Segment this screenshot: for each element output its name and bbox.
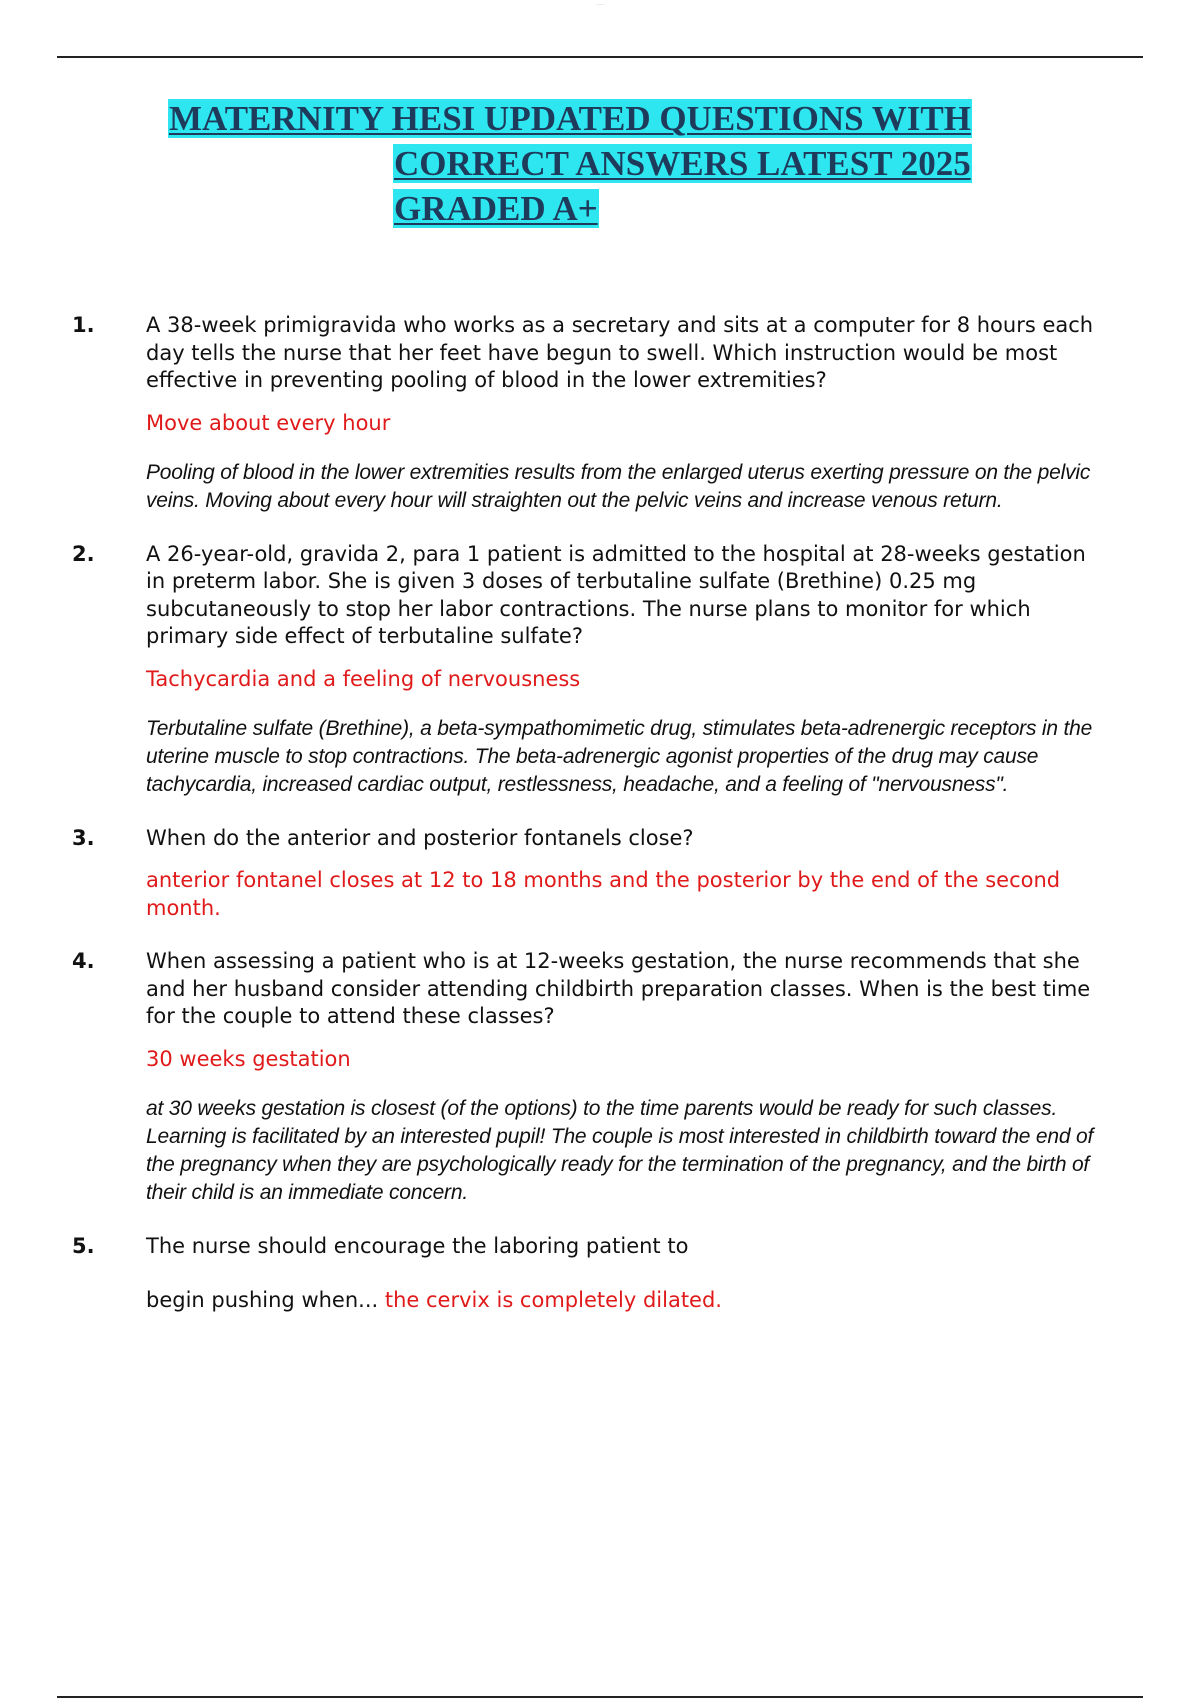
question-number: 4. <box>72 949 95 973</box>
title-line-1: MATERNITY HESI UPDATED QUESTIONS WITH <box>169 99 971 138</box>
question-item <box>72 948 1102 1207</box>
question-text: The nurse should encourage the laboring patient to <box>146 1233 689 1258</box>
question-item <box>72 825 1102 923</box>
rationale-text: at 30 weeks gestation is closest (of the options) to the time parents would be ready for such classes. Learning is facilitated by an interested pupil! The couple is most interested in childbirth toward the end of the pregnancy when they are psychologically ready for the termination of the pregnancy, and the birth of their child is an immediate concern. <box>146 1096 1094 1204</box>
answer-text: the cervix is completely dilated. <box>384 1288 722 1312</box>
question-text: When do the anterior and posterior fontanels close? <box>146 825 694 850</box>
answer-text: Move about every hour <box>146 410 391 435</box>
question-number: 3. <box>72 825 95 850</box>
question-item <box>72 1233 1102 1315</box>
question-continuation <box>146 1287 1102 1315</box>
question-text: A 38-week primigravida who works as a secretary and sits at a computer for 8 hours each day tells the nurse that her feet have begun to swell. Which instruction would be most effective in preventing pooling of blood in the lower extremities? <box>146 313 1094 392</box>
question-item <box>72 541 1102 799</box>
header-mark: ····· <box>596 2 604 8</box>
answer-text: Tachycardia and a feeling of nervousness <box>146 666 581 691</box>
document-title <box>168 96 1048 231</box>
answer-text: anterior fontanel closes at 12 to 18 months and the posterior by the end of the second month. <box>146 868 1061 920</box>
continuation-text: begin pushing when... <box>146 1288 379 1312</box>
question-number: 5. <box>72 1233 95 1258</box>
answer-text: 30 weeks gestation <box>146 1046 351 1071</box>
question-list <box>72 312 1102 1341</box>
title-line-2: CORRECT ANSWERS LATEST 2025 <box>394 144 971 183</box>
question-number: 2. <box>72 541 95 566</box>
rationale-text: Terbutaline sulfate (Brethine), a beta-sympathomimetic drug, stimulates beta-adrenergic receptors in the uterine muscle to stop contractions. The beta-adrenergic agonist properties of the drug may cause tachycardia, increased cardiac output, restlessness, headache, and a feeling of "nervousness". <box>146 716 1093 796</box>
question-text: A 26-year-old, gravida 2, para 1 patient is admitted to the hospital at 28-weeks gestation in preterm labor. She is given 3 doses of terbutaline sulfate (Brethine) 0.25 mg subcutaneously to stop her labor contractions. The nurse plans to monitor for which primary side effect of terbutaline sulfate? <box>146 541 1086 648</box>
question-item <box>72 312 1102 515</box>
title-line-3: GRADED A+ <box>394 189 598 228</box>
top-divider <box>57 56 1143 58</box>
question-text: When assessing a patient who is at 12-weeks gestation, the nurse recommends that she and her husband consider attending childbirth preparation classes. When is the best time for the couple to attend these classes? <box>146 949 1091 1028</box>
question-number: 1. <box>72 313 95 337</box>
bottom-divider <box>57 1696 1143 1698</box>
rationale-text: Pooling of blood in the lower extremities results from the enlarged uterus exerting pressure on the pelvic veins. Moving about every hour will straighten out the pelvic veins and increase venous return. <box>146 460 1091 512</box>
